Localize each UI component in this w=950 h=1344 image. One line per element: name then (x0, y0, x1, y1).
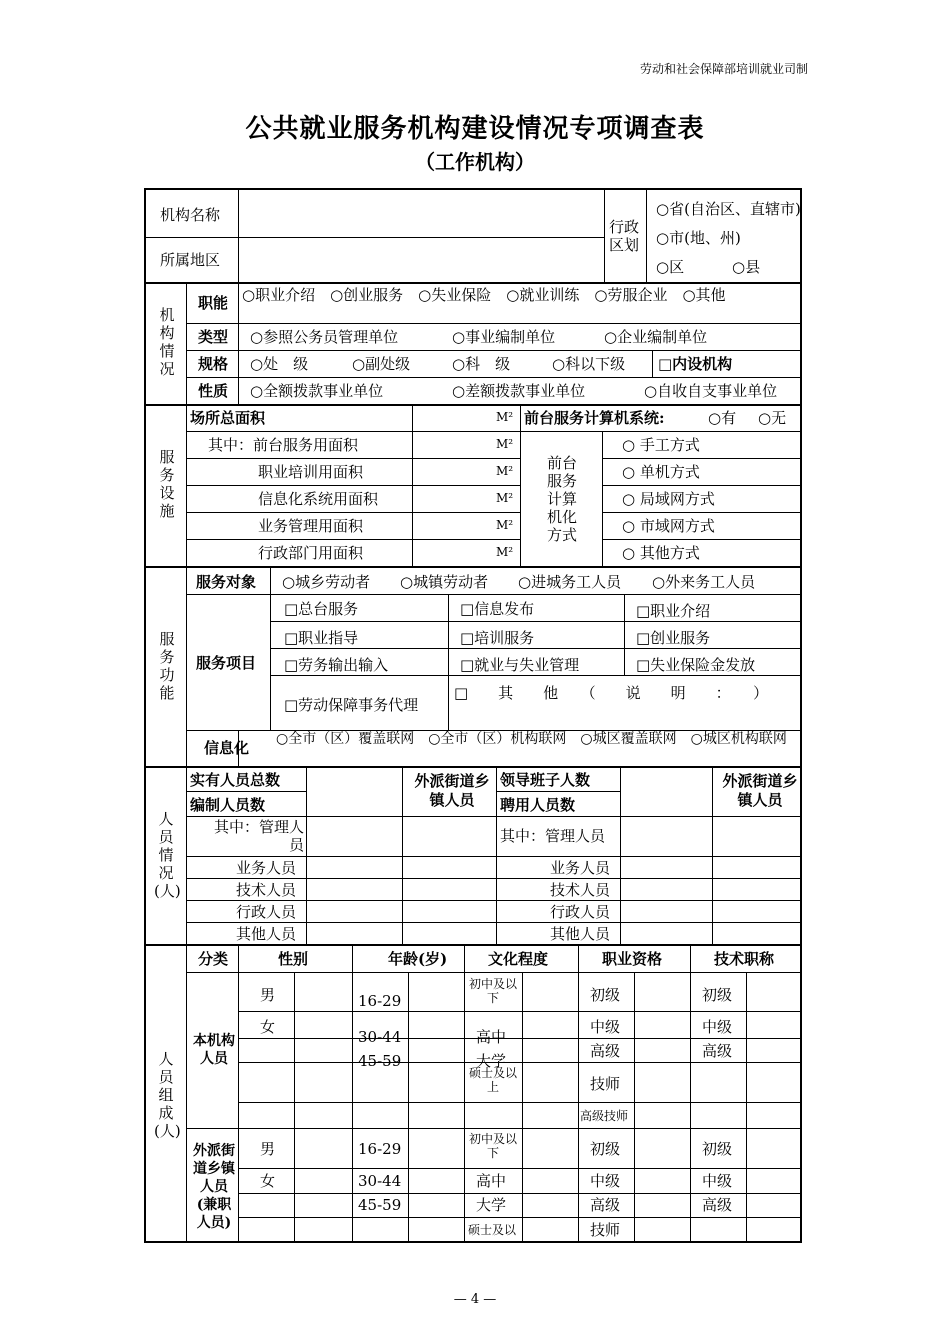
target-label: 服务对象 (196, 573, 257, 591)
mode-metro[interactable]: ○ 市域网方式 (622, 517, 715, 535)
scale-label: 规格 (198, 355, 229, 373)
hdr-education: 文化程度 (488, 950, 549, 968)
g1-age3: 45-59 (358, 1052, 402, 1070)
func-options[interactable]: ○职业介绍 ○创业服务 ○失业保险 ○就业训练 ○劳服企业 ○其他 (242, 286, 726, 304)
g1-edu3: 大学 (476, 1052, 507, 1070)
unit-5: M² (496, 545, 514, 559)
g1-qual4: 技师 (590, 1075, 621, 1093)
staff-section-label: 人员情况(人) (154, 810, 181, 900)
dispatched-label: 外派街道乡镇人员 (414, 772, 490, 809)
type-label: 类型 (198, 328, 229, 346)
g2-edu4: 硕士及以 (468, 1223, 517, 1237)
composition-section-label: 人员组成(人) (154, 1050, 181, 1140)
g1-qual2: 中级 (590, 1018, 621, 1036)
g2-female: 女 (260, 1172, 276, 1190)
nature-opt-diff[interactable]: ○差额拨款事业单位 (452, 382, 586, 400)
page-title: 公共就业服务机构建设情况专项调查表 (245, 114, 705, 144)
opt-province[interactable]: ○省(自治区、直辖市) (656, 200, 801, 218)
scale-internal[interactable]: □内设机构 (658, 355, 733, 373)
type-opt-civil[interactable]: ○参照公务员管理单位 (250, 328, 399, 346)
item-front-desk[interactable]: □总台服务 (284, 600, 359, 618)
area-training: 职业培训用面积 (258, 463, 364, 481)
info-options[interactable]: ○全市（区）覆盖联网 ○全市（区）机构联网 ○城区覆盖联网 ○城区机构联网 (276, 731, 787, 747)
g1-female: 女 (260, 1018, 276, 1036)
survey-form (144, 188, 802, 1243)
mode-other[interactable]: ○ 其他方式 (622, 544, 700, 562)
header-note: 劳动和社会保障部培训就业司制 (639, 62, 808, 76)
right-row-admin: 行政人员 (550, 903, 611, 921)
item-training[interactable]: □培训服务 (460, 629, 535, 647)
region-field[interactable] (239, 239, 603, 281)
g1-edu2: 高中 (476, 1028, 507, 1046)
g1-title2: 中级 (702, 1018, 733, 1036)
nature-opt-self[interactable]: ○自收自支事业单位 (644, 382, 778, 400)
g1-edu4: 硕士及以上 (468, 1066, 517, 1094)
g2-qual4: 技师 (590, 1221, 621, 1239)
left-row-other: 其他人员 (236, 925, 297, 943)
right-row-other: 其他人员 (550, 925, 611, 943)
g2-age3: 45-59 (358, 1196, 402, 1214)
item-startup[interactable]: □创业服务 (636, 629, 711, 647)
g1-qual3: 高级 (590, 1042, 621, 1060)
opt-no[interactable]: ○无 (758, 409, 787, 427)
page-number: — 4 — (453, 1292, 497, 1307)
region-label: 所属地区 (160, 251, 221, 269)
scale-opt-ke[interactable]: ○科 级 (452, 355, 511, 373)
items-label: 服务项目 (196, 654, 257, 672)
left-row-mgmt: 其中：管理人员 (213, 818, 304, 854)
item-other[interactable]: □ 其 他 （ 说 明 ： ） (454, 684, 769, 702)
mode-standalone[interactable]: ○ 单机方式 (622, 463, 700, 481)
right-row-tech: 技术人员 (550, 881, 611, 899)
mode-lan[interactable]: ○ 局域网方式 (622, 490, 715, 508)
g2-title3: 高级 (702, 1196, 733, 1214)
scale-opt-chu[interactable]: ○处 级 (250, 355, 309, 373)
item-agent[interactable]: □劳动保障事务代理 (284, 696, 419, 714)
item-guidance[interactable]: □职业指导 (284, 629, 359, 647)
g2-edu1: 初中及以下 (468, 1132, 517, 1160)
group1-label: 本机构人员 (193, 1033, 235, 1067)
func-label: 职能 (198, 294, 229, 312)
g2-qual2: 中级 (590, 1172, 621, 1190)
computer-sys-label: 前台服务计算机系统: (524, 409, 665, 427)
info-label: 信息化 (204, 739, 250, 757)
hdr-age: 年龄(岁) (388, 950, 448, 968)
g1-title3: 高级 (702, 1042, 733, 1060)
target-migrant[interactable]: ○进城务工人员 (518, 573, 622, 591)
area-front: 其中：前台服务用面积 (208, 436, 359, 454)
unit-total: M² (496, 410, 514, 424)
g1-edu1: 初中及以下 (468, 977, 517, 1005)
org-name-field[interactable] (239, 192, 603, 236)
org-name-label: 机构名称 (160, 206, 221, 224)
staffing-label: 编制人员数 (190, 796, 266, 814)
left-row-business: 业务人员 (236, 859, 297, 877)
total-area-label: 场所总面积 (190, 409, 266, 427)
g1-male: 男 (260, 986, 276, 1004)
g1-age1: 16-29 (358, 992, 402, 1010)
item-employment-mgmt[interactable]: □就业与失业管理 (460, 656, 580, 674)
area-business: 业务管理用面积 (258, 517, 364, 535)
g2-title2: 中级 (702, 1172, 733, 1190)
right-row-mgmt: 其中：管理人员 (500, 827, 606, 845)
g1-qual1: 初级 (590, 986, 621, 1004)
functions-section-label: 服务功能 (159, 630, 175, 702)
g2-male: 男 (260, 1140, 276, 1158)
nature-label: 性质 (198, 382, 229, 400)
org-section-label: 机构情况 (159, 306, 175, 378)
unit-3: M² (496, 491, 514, 505)
g2-title1: 初级 (702, 1140, 733, 1158)
left-row-admin: 行政人员 (236, 903, 297, 921)
g1-age2: 30-44 (358, 1028, 402, 1046)
mode-manual[interactable]: ○ 手工方式 (622, 436, 700, 454)
item-job-intro[interactable]: □职业介绍 (636, 602, 711, 620)
type-opt-public[interactable]: ○事业编制单位 (452, 328, 556, 346)
group2-label: 外派街道乡镇人员(兼职人员) (193, 1143, 235, 1231)
mode-label: 前台服务计算机化方式 (546, 454, 577, 544)
hired-label: 聘用人员数 (500, 796, 576, 814)
facilities-section-label: 服务设施 (159, 448, 175, 520)
area-admin: 行政部门用面积 (258, 544, 364, 562)
g2-qual3: 高级 (590, 1196, 621, 1214)
target-urban-rural[interactable]: ○城乡劳动者 (282, 573, 371, 591)
right-row-business: 业务人员 (550, 859, 611, 877)
g2-edu3: 大学 (476, 1196, 507, 1214)
scale-opt-below[interactable]: ○科以下级 (552, 355, 626, 373)
hdr-title: 技术职称 (714, 950, 775, 968)
area-info: 信息化系统用面积 (258, 490, 379, 508)
g2-age1: 16-29 (358, 1140, 402, 1158)
unit-1: M² (496, 437, 514, 451)
admin-div-label: 行政区划 (609, 218, 640, 254)
opt-city[interactable]: ○市(地、州) (656, 229, 741, 247)
g2-age2: 30-44 (358, 1172, 402, 1190)
g1-title1: 初级 (702, 986, 733, 1004)
item-labor-export[interactable]: □劳务输出输入 (284, 656, 389, 674)
target-outside[interactable]: ○外来务工人员 (652, 573, 756, 591)
type-opt-enterprise[interactable]: ○企业编制单位 (604, 328, 708, 346)
opt-district[interactable]: ○区 (656, 258, 685, 276)
g1-qual5: 高级技师 (580, 1109, 629, 1123)
g2-qual1: 初级 (590, 1140, 621, 1158)
dispatched2-label: 外派街道乡镇人员 (722, 772, 798, 809)
nature-opt-full[interactable]: ○全额拨款事业单位 (250, 382, 384, 400)
hdr-category: 分类 (198, 950, 229, 968)
left-row-tech: 技术人员 (236, 881, 297, 899)
unit-4: M² (496, 518, 514, 532)
actual-total-label: 实有人员总数 (190, 771, 281, 789)
leaders-label: 领导班子人数 (500, 771, 591, 789)
unit-2: M² (496, 464, 514, 478)
scale-opt-fuchu[interactable]: ○副处级 (352, 355, 411, 373)
page-subtitle: （工作机构） (415, 150, 535, 174)
target-urban[interactable]: ○城镇劳动者 (400, 573, 489, 591)
item-unemployment-pay[interactable]: □失业保险金发放 (636, 656, 756, 674)
g2-edu2: 高中 (476, 1172, 507, 1190)
item-info-release[interactable]: □信息发布 (460, 600, 535, 618)
hdr-gender: 性别 (278, 950, 309, 968)
hdr-qualification: 职业资格 (602, 950, 663, 968)
opt-yes[interactable]: ○有 (708, 409, 737, 427)
opt-county[interactable]: ○县 (732, 258, 761, 276)
